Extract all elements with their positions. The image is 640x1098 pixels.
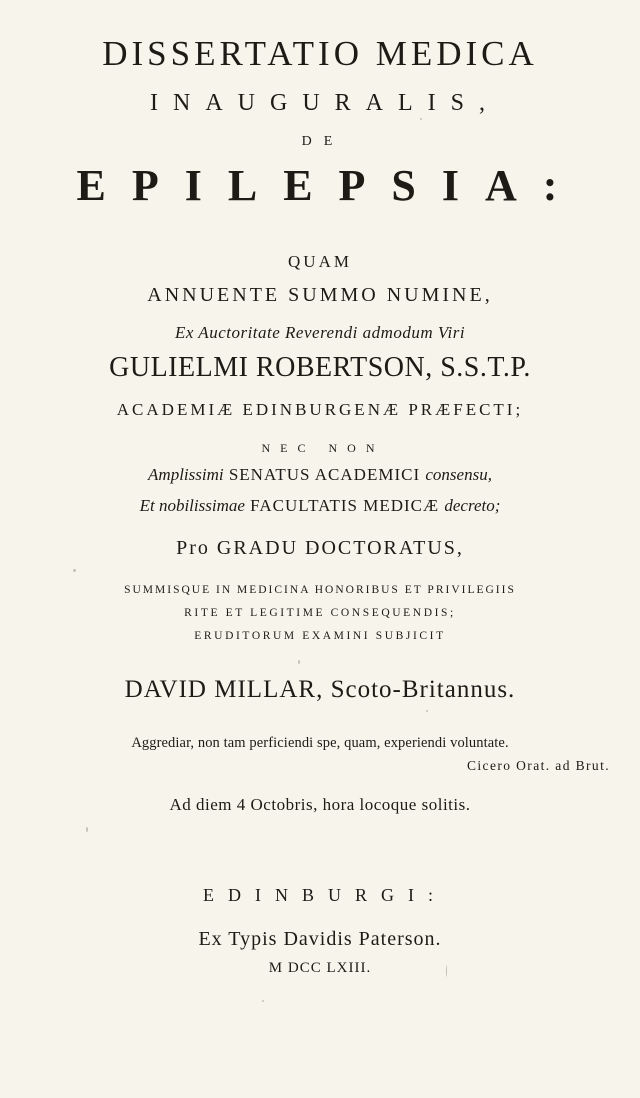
imprint-printer: Ex Typis Davidis Paterson. [198, 928, 442, 950]
senatus-line [0, 465, 640, 485]
nec-non-line: NEC NON [261, 441, 385, 455]
date-of-examination: Ad diem 4 Octobris, hora locoque solitis. [169, 795, 471, 814]
epigraph-source: Cicero Orat. ad Brut. [467, 758, 610, 773]
decreto-word: decreto; [444, 496, 501, 515]
imprint-year: M DCC LXIII. [268, 960, 372, 976]
paper-speck [298, 660, 300, 664]
subject-epilepsia: EPILEPSIA: [76, 161, 584, 210]
amplissimi-word: Amplissimi [148, 465, 224, 484]
imprint-place: EDINBURGI: [203, 885, 447, 905]
paper-speck [426, 710, 428, 712]
et-nobilissimae-words: Et nobilissimae [139, 496, 245, 515]
summisque-line: SUMMISQUE IN MEDICINA HONORIBUS ET PRIVILEGIIS [124, 584, 516, 596]
principal-name: GULIELMI ROBERTSON, S.S.T.P. [109, 352, 531, 383]
eruditorum-line: ERUDITORUM EXAMINI SUBJICIT [194, 630, 446, 642]
rite-line: RITE ET LEGITIME CONSEQUENDIS; [184, 607, 456, 619]
author-line: DAVID MILLAR, Scoto-Britannus. [124, 676, 516, 703]
paper-speck [310, 548, 313, 550]
senatus-academici: SENATUS ACADEMICI [228, 465, 421, 484]
ex-auctoritate-line: Ex Auctoritate Reverendi admodum Viri [174, 323, 466, 342]
facultatis-medicae: FACULTATIS MEDICÆ [250, 496, 440, 515]
paper-speck [446, 965, 447, 977]
paper-speck [262, 1000, 264, 1002]
academiae-line: ACADEMIÆ EDINBURGENÆ PRÆFECTI; [116, 400, 524, 419]
consensu-word: consensu, [425, 465, 492, 484]
annuente-line: ANNUENTE SUMMO NUMINE, [147, 284, 493, 306]
paper-speck [73, 569, 76, 572]
title-line-inauguralis: INAUGURALIS, [150, 90, 500, 116]
paper-speck [420, 118, 422, 120]
paper-speck [86, 827, 88, 832]
title-line-dissertatio-medica: DISSERTATIO MEDICA [102, 34, 538, 73]
pro-gradu-line: Pro GRADU DOCTORATUS, [176, 537, 464, 559]
quam-line: QUAM [288, 252, 352, 271]
facultatis-line [0, 496, 640, 516]
epigraph-quote: Aggrediar, non tam perficiendi spe, quam, experiendi voluntate. [131, 735, 509, 751]
de-line: DE [301, 134, 345, 149]
